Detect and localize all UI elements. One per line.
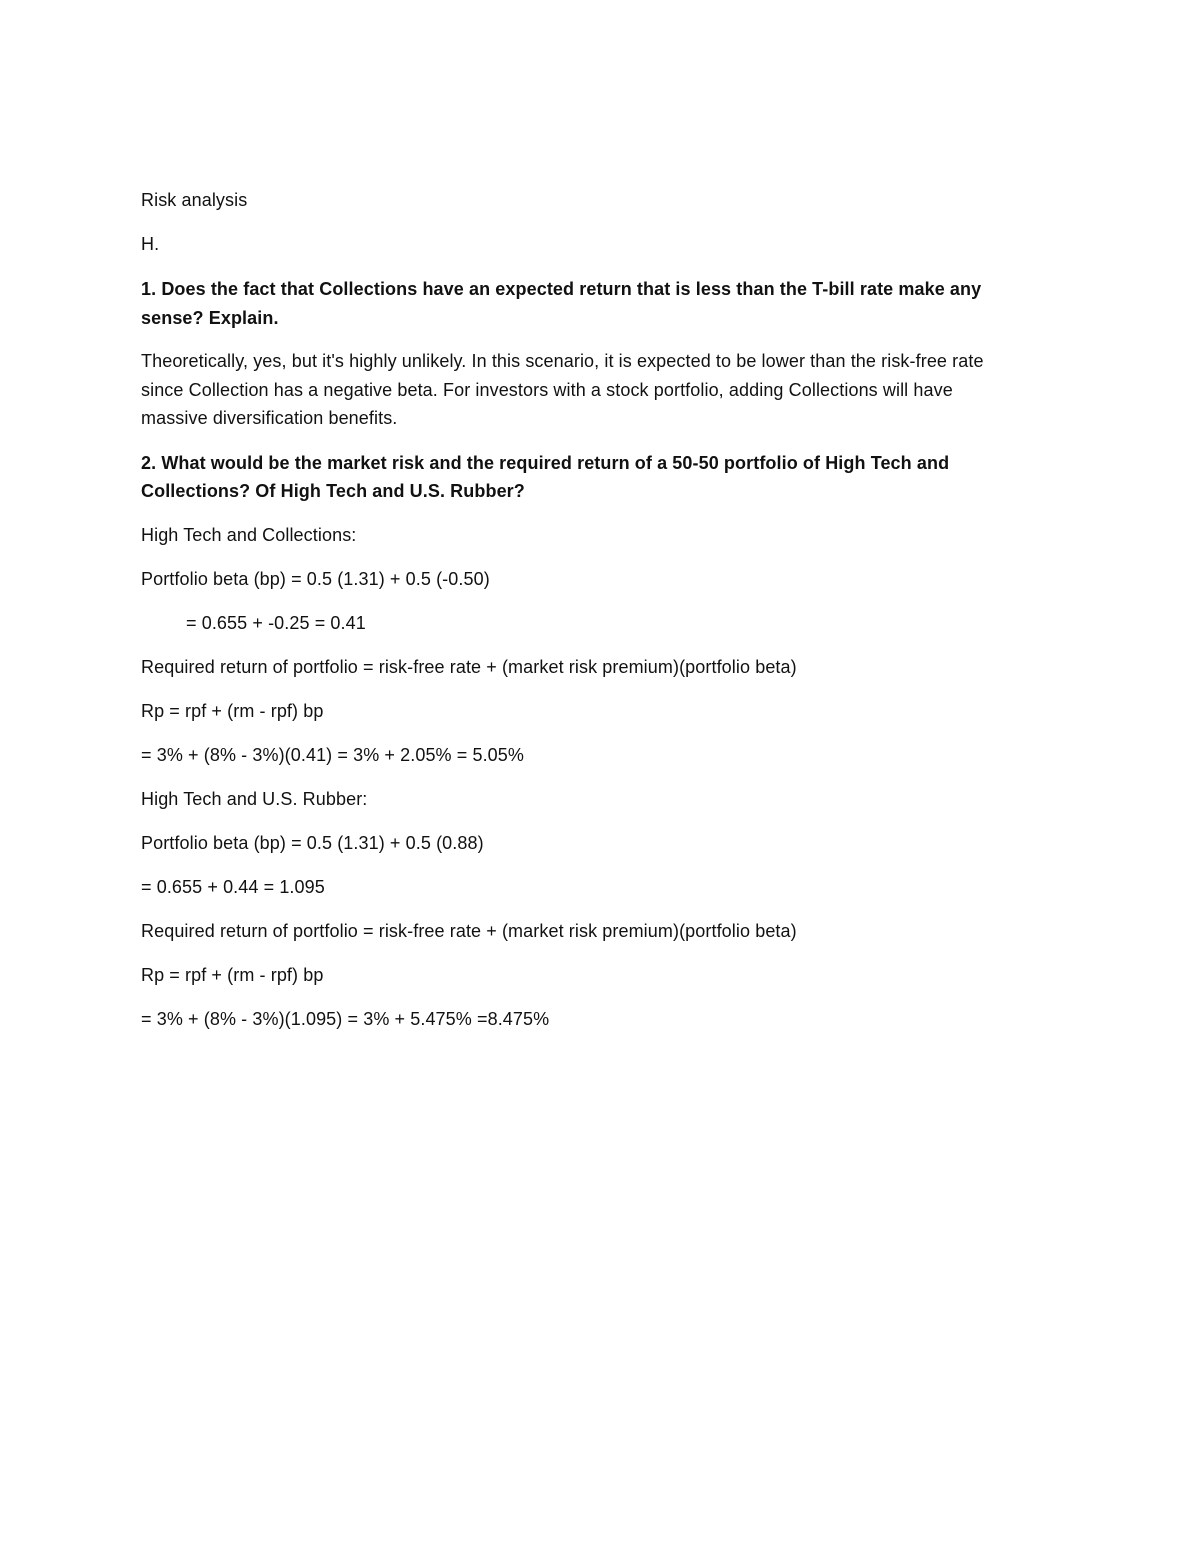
part-1-rp-result: = 3% + (8% - 3%)(0.41) = 3% + 2.05% = 5.05% xyxy=(141,745,525,765)
section-label: H. xyxy=(141,234,160,254)
answer-1-line-3: massive diversification benefits. xyxy=(141,408,398,428)
part-2-rp-formula: Rp = rpf + (rm - rpf) bp xyxy=(141,965,324,985)
question-1-line-1: 1. Does the fact that Collections have an expected return that is less than the T-bill rate make any xyxy=(141,279,982,299)
answer-1-line-1: Theoretically, yes, but it's highly unlikely. In this scenario, it is expected to be lower than the risk-free rate xyxy=(141,351,984,371)
part-1-required-return-definition: Required return of portfolio = risk-free rate + (market risk premium)(portfolio beta) xyxy=(141,657,797,677)
part-2-rp-result: = 3% + (8% - 3%)(1.095) = 3% + 5.475% =8.475% xyxy=(141,1009,550,1029)
part-1-beta-formula: Portfolio beta (bp) = 0.5 (1.31) + 0.5 (-0.50) xyxy=(141,569,490,589)
question-2-line-2: Collections? Of High Tech and U.S. Rubber? xyxy=(141,481,525,501)
question-1-line-2: sense? Explain. xyxy=(141,308,279,328)
part-1-beta-result: = 0.655 + -0.25 = 0.41 xyxy=(186,613,366,633)
part-2-beta-formula: Portfolio beta (bp) = 0.5 (1.31) + 0.5 (0.88) xyxy=(141,833,484,853)
part-1-heading: High Tech and Collections: xyxy=(141,525,357,545)
document-title: Risk analysis xyxy=(141,190,248,210)
question-2-line-1: 2. What would be the market risk and the required return of a 50-50 portfolio of High Tech and xyxy=(141,453,950,473)
part-1-rp-formula: Rp = rpf + (rm - rpf) bp xyxy=(141,701,324,721)
answer-1-line-2: since Collection has a negative beta. For investors with a stock portfolio, adding Collections will have xyxy=(141,380,953,400)
part-2-required-return-definition: Required return of portfolio = risk-free rate + (market risk premium)(portfolio beta) xyxy=(141,921,797,941)
part-2-beta-result: = 0.655 + 0.44 = 1.095 xyxy=(141,877,325,897)
part-2-heading: High Tech and U.S. Rubber: xyxy=(141,789,368,809)
